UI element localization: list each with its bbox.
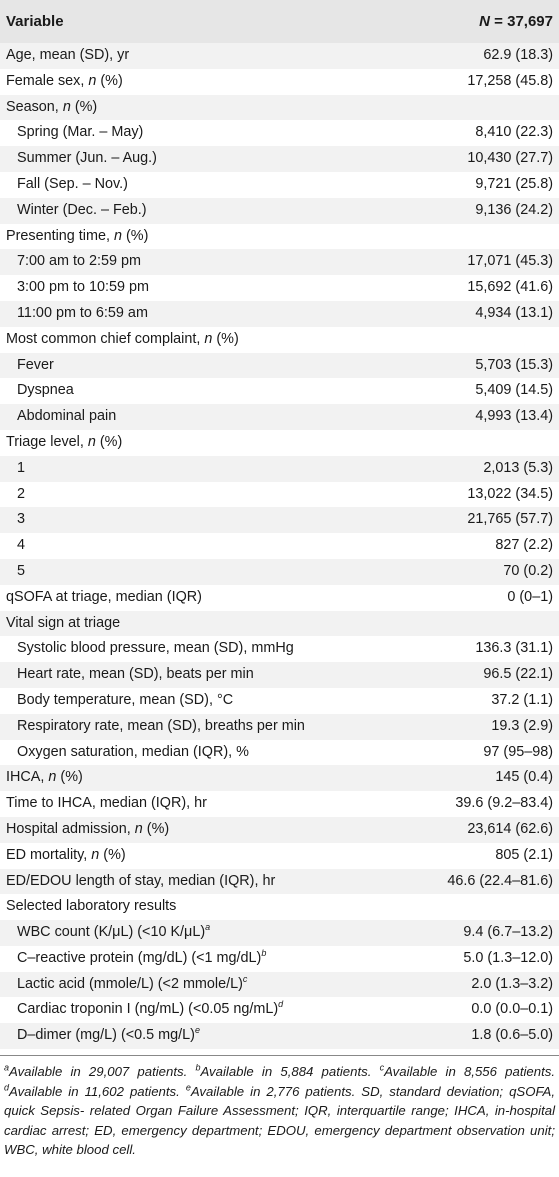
row-value: 0 (0–1): [507, 588, 553, 605]
table-row: [0, 894, 559, 920]
header-n: [414, 0, 559, 43]
table-row: [0, 430, 559, 456]
row-value: [414, 327, 559, 353]
table-row: [0, 869, 559, 895]
table-row: [0, 585, 559, 611]
row-value: 13,022 (34.5): [467, 485, 553, 502]
row-value: 145 (0.4): [495, 769, 553, 786]
row-label: Spring (Mar. – May): [17, 124, 144, 141]
row-label: Female sex, n (%): [6, 72, 123, 89]
row-label: Selected laboratory results: [6, 898, 177, 915]
row-value: 2,013 (5.3): [483, 459, 553, 476]
row-label: Fall (Sep. – Nov.): [17, 175, 128, 192]
footnote-text: Available in 29,007 patients.: [9, 1064, 196, 1080]
row-value: [414, 894, 559, 920]
row-value: 19.3 (2.9): [491, 717, 553, 734]
footnote-text: Available in 8,556 patients.: [384, 1064, 555, 1080]
table-row: [0, 146, 559, 172]
row-value: 97 (95–98): [483, 743, 553, 760]
row-value: 23,614 (62.6): [467, 820, 553, 837]
table-row: [0, 662, 559, 688]
row-value: 10,430 (27.7): [467, 150, 553, 167]
row-label: 3:00 pm to 10:59 pm: [17, 279, 149, 296]
row-label: IHCA, n (%): [6, 769, 83, 786]
table-row: [0, 456, 559, 482]
header-variable: Variable: [6, 13, 64, 30]
row-label: C–reactive protein (mg/dL) (<1 mg/dL)$^b$: [17, 948, 267, 966]
table-row: [0, 378, 559, 404]
row-label: Systolic blood pressure, mean (SD), mmHg: [17, 640, 294, 657]
row-label: Oxygen saturation, median (IQR), %: [17, 743, 249, 760]
row-value: [414, 95, 559, 121]
table-row: [0, 688, 559, 714]
row-label: ED mortality, n (%): [6, 846, 126, 863]
table-row: [0, 275, 559, 301]
table-row: [0, 327, 559, 353]
table-row: [0, 817, 559, 843]
table-row: [0, 997, 559, 1023]
table-row: [0, 353, 559, 379]
row-value: 9.4 (6.7–13.2): [463, 924, 553, 941]
row-value: 70 (0.2): [503, 562, 553, 579]
table-header-row: [0, 0, 559, 43]
footnote-text: Available in 5,884 patients.: [200, 1064, 380, 1080]
row-value: 5.0 (1.3–12.0): [463, 949, 553, 966]
table-row: [0, 920, 559, 946]
row-label: Winter (Dec. – Feb.): [17, 201, 147, 218]
row-value: 5,409 (14.5): [475, 382, 553, 399]
table-row: [0, 172, 559, 198]
table-row: [0, 533, 559, 559]
table-footnote: [0, 1056, 559, 1160]
footnote-text: Available in 2,776 patients. SD, standard deviation; qSOFA, quick Sepsis- related Organ Failure Assessment; IQR, interquartile range; IHCA, in-hospital cardiac arrest; ED, emergency department; EDOU, emergency department observation unit; WBC, white blood cell.: [4, 1083, 556, 1158]
row-value: 62.9 (18.3): [483, 47, 553, 63]
row-label: Vital sign at triage: [6, 614, 121, 631]
table-row: [0, 972, 559, 998]
row-label: 4: [17, 537, 26, 554]
table-row: [0, 95, 559, 121]
row-label: Dyspnea: [17, 382, 74, 399]
table-row: [0, 120, 559, 146]
row-value: 5,703 (15.3): [475, 356, 553, 373]
row-label: D–dimer (mg/L) (<0.5 mg/L)$^e$: [17, 1025, 200, 1044]
footnote-marker: d: [4, 1082, 10, 1093]
row-value: [414, 224, 559, 250]
row-label: Presenting time, n (%): [6, 227, 149, 244]
table-row: [0, 198, 559, 224]
table-row: [0, 740, 559, 766]
table-row: [0, 301, 559, 327]
row-value: 39.6 (9.2–83.4): [455, 795, 553, 812]
table-row: [0, 69, 559, 95]
table-row: [0, 482, 559, 508]
row-value: 2.0 (1.3–3.2): [471, 975, 553, 992]
row-value: 1.8 (0.6–5.0): [471, 1027, 553, 1044]
header-n-label: N = 37,697: [479, 13, 553, 30]
table-row: [0, 791, 559, 817]
row-label: Time to IHCA, median (IQR), hr: [6, 795, 207, 812]
row-label: Heart rate, mean (SD), beats per min: [17, 666, 254, 683]
row-label: Season, n (%): [6, 98, 98, 115]
row-label: Cardiac troponin I (ng/mL) (<0.05 ng/mL)$^d$: [17, 999, 284, 1018]
row-label: 2: [17, 485, 26, 502]
table-row: [0, 946, 559, 972]
row-label: Summer (Jun. – Aug.): [17, 150, 157, 167]
table-row: [0, 43, 559, 69]
footnote-marker: b: [195, 1062, 201, 1073]
row-value: 8,410 (22.3): [475, 124, 553, 141]
row-label: 11:00 pm to 6:59 am: [17, 304, 148, 321]
row-label: Respiratory rate, mean (SD), breaths per min: [17, 717, 305, 734]
table-row: [0, 507, 559, 533]
row-label: Lactic acid (mmole/L) (<2 mmole/L)$^c$: [17, 973, 248, 992]
row-value: 46.6 (22.4–81.6): [447, 872, 553, 889]
row-label: 5: [17, 562, 26, 579]
row-label: 1: [17, 459, 26, 476]
row-value: 17,258 (45.8): [467, 72, 553, 89]
table-row: [0, 611, 559, 637]
footnote-marker: c: [379, 1062, 385, 1073]
table-row: [0, 249, 559, 275]
row-label: Most common chief complaint, n (%): [6, 330, 239, 347]
row-value: 17,071 (45.3): [467, 253, 553, 270]
row-value: 96.5 (22.1): [483, 666, 553, 683]
row-label: 3: [17, 511, 26, 528]
row-value: 15,692 (41.6): [467, 279, 553, 296]
row-value: [414, 430, 559, 456]
row-label: Abdominal pain: [17, 408, 117, 425]
row-label: Triage level, n (%): [6, 433, 123, 450]
row-value: 4,934 (13.1): [475, 304, 553, 321]
row-value: 9,136 (24.2): [475, 201, 553, 218]
row-label: Body temperature, mean (SD), °C: [17, 691, 234, 708]
table-row: [0, 404, 559, 430]
row-label: qSOFA at triage, median (IQR): [6, 588, 202, 605]
row-label: Hospital admission, n (%): [6, 820, 170, 837]
row-label: 7:00 am to 2:59 pm: [17, 253, 141, 270]
row-value: 4,993 (13.4): [475, 408, 553, 425]
footnote-text: Available in 11,602 patients.: [9, 1083, 186, 1099]
footnote-marker: a: [4, 1062, 10, 1073]
table-body: [0, 43, 559, 1049]
table-row: [0, 636, 559, 662]
row-label: Age, mean (SD), yr: [6, 47, 130, 63]
row-label: Fever: [17, 356, 54, 373]
row-label: WBC count (K/μL) (<10 K/μL)$^a$: [17, 922, 211, 941]
row-value: [414, 611, 559, 637]
row-value: 136.3 (31.1): [475, 640, 553, 657]
row-value: 21,765 (57.7): [467, 511, 553, 528]
row-value: 9,721 (25.8): [475, 175, 553, 192]
table-row: [0, 765, 559, 791]
table-row: [0, 843, 559, 869]
table-row: [0, 714, 559, 740]
row-value: 0.0 (0.0–0.1): [471, 1001, 553, 1018]
row-label: ED/EDOU length of stay, median (IQR), hr: [6, 872, 276, 889]
table-row: [0, 1023, 559, 1049]
row-value: 805 (2.1): [495, 846, 553, 863]
table-row: [0, 559, 559, 585]
footnote-marker: e: [185, 1082, 191, 1093]
row-value: 827 (2.2): [495, 537, 553, 554]
row-value: 37.2 (1.1): [491, 691, 553, 708]
table-row: [0, 224, 559, 250]
